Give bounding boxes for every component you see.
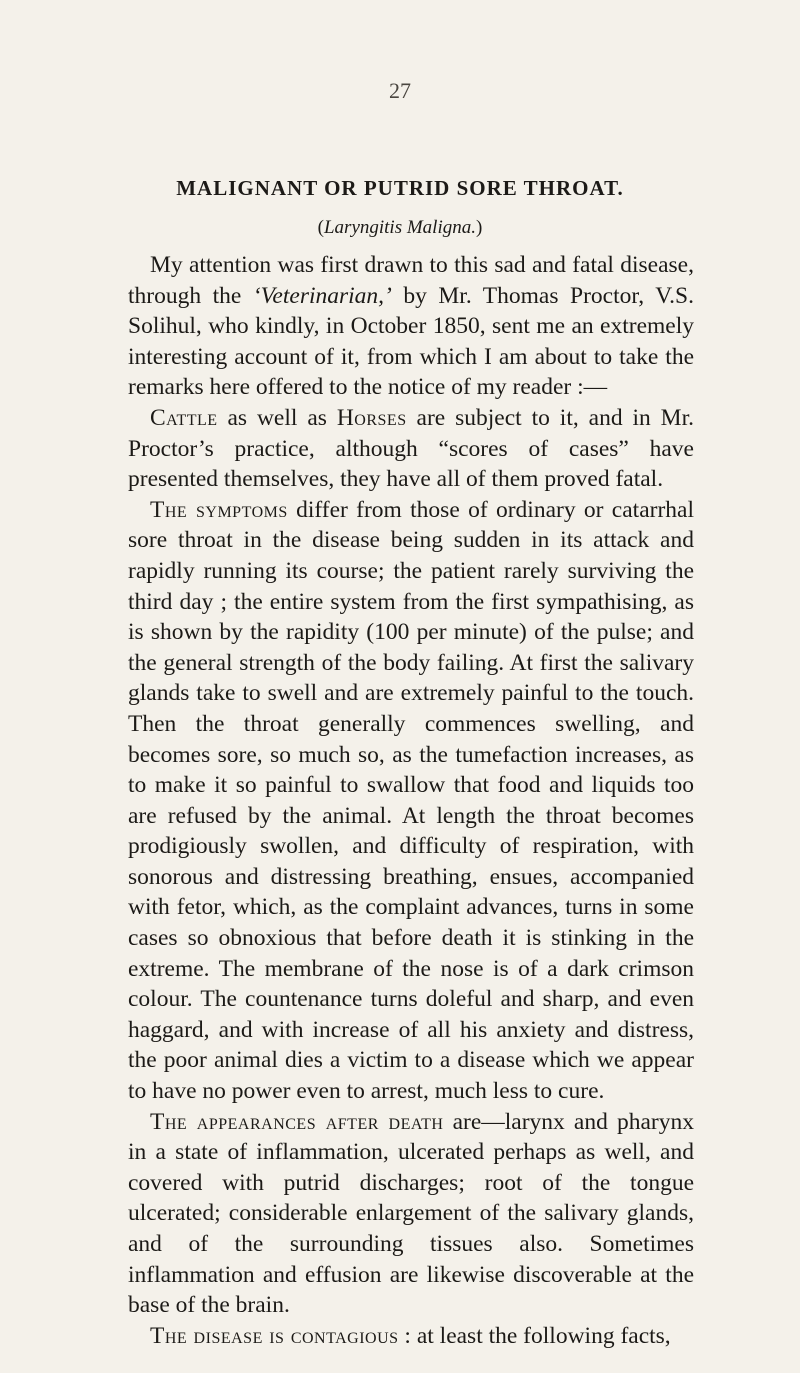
paragraph-text: are—larynx and pharynx in a state of inflammation, ulcerated perhaps as well, and covered with putrid discharges; root of the tongue ulcerated; considerable enlargement of the salivary glands, and of the surrounding tissues also. Sometimes inflammation and effusion are likewise discoverable at the base of the brain. [128,1108,694,1319]
lead-term-horses: Horses [336,404,407,431]
subtitle-close-paren: ) [476,217,483,238]
chapter-subtitle [0,217,800,239]
subtitle-open-paren: ( [317,217,324,238]
chapter-title: MALIGNANT OR PUTRID SORE THROAT. [176,176,624,200]
paragraph-text: by Mr. Thomas Proctor, V.S. Solihul, who kindly, in October 1850, sent me an extremely interesting account of it, from which I am about to take the remarks here offered to the notice of my reader :— [128,282,694,401]
paragraph-text: My attention was first drawn to this sad and fatal disease, through the [128,252,694,309]
paragraph-introduction [128,250,694,403]
lead-term-appearances: The appearances after death [150,1108,444,1135]
page-number: 27 [389,78,411,103]
paragraph-symptoms [128,495,694,1107]
paragraph-text: : at least the following facts, [398,1322,671,1349]
lead-term-symptoms: The symptoms [150,496,288,523]
paragraph-contagion [128,1321,694,1352]
paragraph-text: as well as [217,404,337,431]
body-text [128,250,694,1351]
paragraph-text: are subject to it, and in Mr. Proctor’s practice, although “scores of cases” have presented themselves, they have all of them proved fatal. [128,404,694,493]
subtitle-latin-name: Laryngitis Maligna. [323,217,476,238]
paragraph-text: differ from those of ordinary or catarrhal sore throat in the disease being sudden in its attack and rapidly running its course; the patient rarely surviving the third day ; the entire system from the first sympathising, as is shown by the rapidity (100 per minute) of the pulse; and the general strength of the body failing. At first the salivary glands take to swell and are extremely painful to the touch. Then the throat generally commences swelling, and becomes sore, so much so, as the tumefaction increases, as to make it so painful to swallow that food and liquids too are refused by the animal. At length the throat becomes prodigiously swollen, and difficulty of respiration, with sonorous and distressing breathing, ensues, accompanied with fetor, which, as the complaint advances, turns in some cases so obnoxious that before death it is stinking in the extreme. The membrane of the nose is of a dark crimson colour. The countenance turns doleful and sharp, and even haggard, and with increase of all his anxiety and distress, the poor animal dies a victim to a disease which we appear to have no power even to arrest, much less to cure. [128,496,694,1105]
paragraph-affected-animals [128,403,694,495]
lead-term-contagious: The disease is contagious [150,1322,399,1349]
journal-name: ‘Veterinarian,’ [252,282,392,309]
paragraph-appearances-after-death [128,1107,694,1321]
lead-term-cattle: Cattle [150,404,218,431]
